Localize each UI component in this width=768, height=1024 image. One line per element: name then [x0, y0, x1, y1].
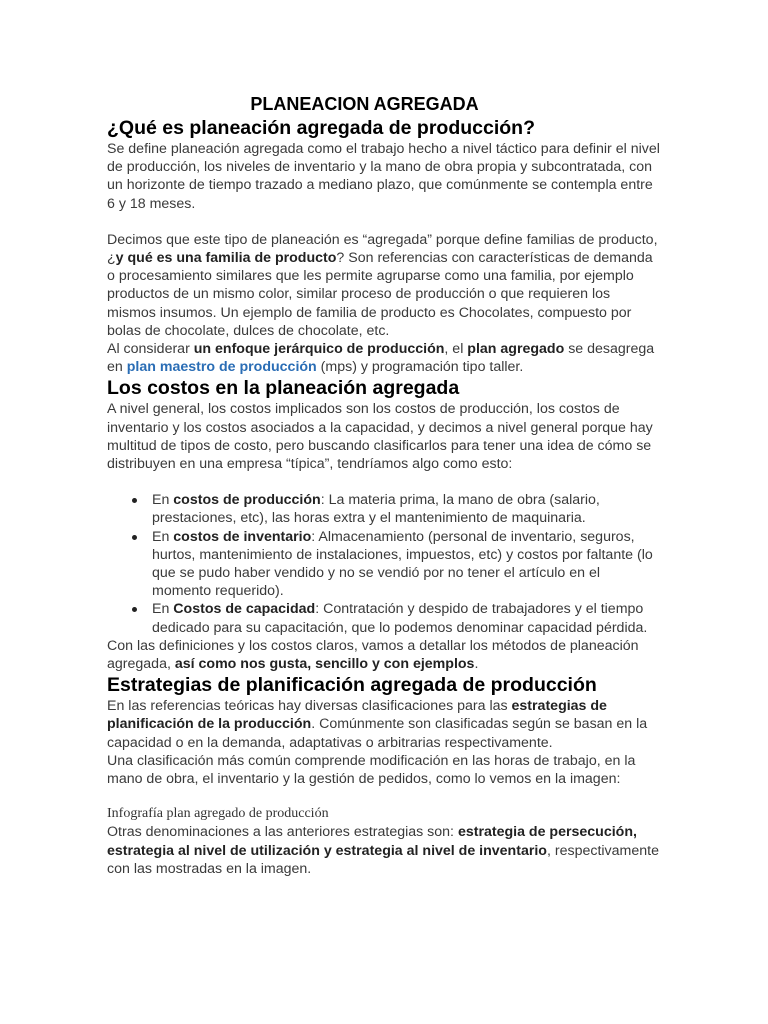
text-span: , el	[444, 341, 468, 358]
text-span: En las referencias teóricas hay diversas clasificaciones para las	[107, 698, 512, 715]
text-span: , respectivamente con las mostradas en la imagen.	[107, 842, 659, 877]
paragraph-classification: Una clasificación más común comprende modificación en las horas de trabajo, en la mano de obra, el inventario y la gestión de pedidos, como lo vemos en la imagen:	[107, 752, 636, 788]
text-span: En	[152, 601, 174, 618]
bold-span: estrategia de persecución, estrategia al nivel de utilización y estrategia al nivel de inventario	[107, 824, 637, 859]
section-heading-definition: ¿Qué es planeación agregada de producción?	[107, 117, 536, 139]
document-page	[107, 92, 662, 878]
text-span: En	[152, 492, 174, 509]
section-heading-costs: Los costos en la planeación agregada	[107, 377, 460, 400]
text-span: (mps) y programación tipo taller.	[316, 359, 524, 376]
bold-span: un enfoque jerárquico de producción	[193, 341, 445, 358]
list-item	[152, 491, 662, 527]
text-span: : Contratación y despido de trabajadores y el tiempo dedicado para su capacitación, que lo podemos denominar capacidad pérdida.	[152, 601, 648, 636]
paragraph-strategies	[107, 697, 662, 752]
text-span: Decimos que este tipo de planeación es “agregada” porque define familias de producto, ¿	[107, 231, 658, 267]
bold-span: plan agregado	[467, 341, 565, 358]
text-span: .	[474, 656, 479, 673]
bold-span: costos de inventario	[173, 528, 312, 545]
text-span: Con las definiciones y los costos claros, vamos a detallar los métodos de planeación agregada,	[107, 637, 639, 673]
bold-span: así como nos gusta, sencillo y con ejemplos	[174, 656, 475, 673]
text-span: : Almacenamiento (personal de inventario, seguros, hurtos, mantenimiento de instalaciones, impuestos, etc) y costos por faltante (lo que se pudo haber vendido y no se vendió por no tener el artículo en el momento requerido).	[152, 528, 653, 600]
document-title: PLANEACION AGREGADA	[250, 94, 479, 114]
list-item	[152, 528, 662, 601]
paragraph-definition: Se define planeación agregada como el trabajo hecho a nivel táctico para definir el nivel de producción, los niveles de inventario y la mano de obra propia y subcontratada, con un horizonte de tiempo trazado a mediano plazo, que comúnmente se contempla entre 6 y 18 meses.	[107, 141, 660, 212]
paragraph-costs: A nivel general, los costos implicados son los costos de producción, los costos de inventario y los costos asociados a la capacidad, y decimos a nivel general porque hay multitud de tipos de costo, pero buscando clasificarlos para tener una idea de cómo se distribuyen en una empresa “típica”, tendríamos algo como esto:	[107, 401, 653, 473]
text-span: Otras denominaciones a las anteriores estrategias son:	[107, 824, 458, 841]
bold-span: Costos de capacidad	[173, 601, 316, 618]
plan-maestro-link[interactable]: plan maestro de producción	[126, 359, 317, 376]
text-span: En	[152, 528, 174, 545]
text-span: se desagrega en	[107, 341, 655, 376]
paragraph-hierarchical	[107, 340, 662, 376]
image-caption: Infografía plan agregado de producción	[107, 806, 329, 822]
paragraph-denominations	[107, 823, 662, 878]
text-span: Al considerar	[107, 341, 194, 358]
costs-list	[107, 491, 662, 637]
bold-span: y qué es una familia de producto	[115, 250, 337, 267]
paragraph-methods	[107, 637, 662, 673]
section-heading-strategies: Estrategias de planificación agregada de producción	[107, 674, 597, 697]
text-span: ? Son referencias con características de demanda o procesamiento similares que les permite agruparse como una familia, por ejemplo productos de un mismo color, similar proceso de producción o que requieren los mismos insumos. Un ejemplo de familia de producto es Chocolates, compuesto por bolas de chocolate, dulces de chocolate, etc.	[107, 250, 653, 339]
list-item	[152, 600, 662, 636]
text-span: : La materia prima, la mano de obra (salario, prestaciones, etc), las horas extra y el mantenimiento de maquinaria.	[152, 492, 600, 527]
bold-span: costos de producción	[173, 492, 321, 509]
paragraph-product-family	[107, 231, 662, 340]
bold-span: estrategias de planificación de la producción	[107, 698, 607, 733]
text-span: . Comúnmente son clasificadas según se basan en la capacidad o en la demanda, adaptativas o arbitrarias respectivamente.	[107, 716, 648, 751]
